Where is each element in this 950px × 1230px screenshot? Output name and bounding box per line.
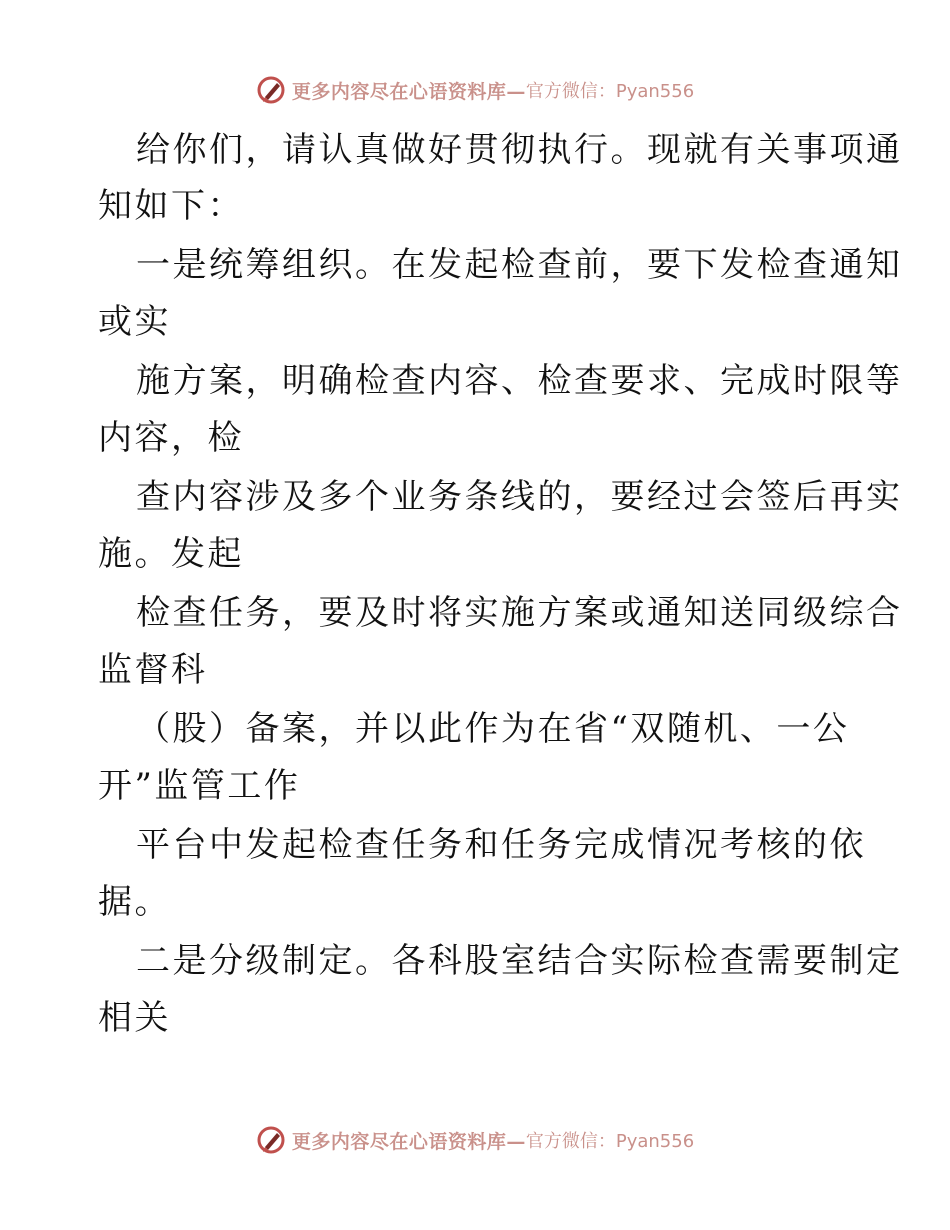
body-line: （股）备案，并以此作为在省“双随机、一公 [136, 709, 850, 749]
body-line: 或实 [98, 302, 171, 342]
body-line: 知如下： [98, 186, 244, 226]
body-line: 监督科 [98, 650, 208, 690]
body-line: 二是分级制定。各科股室结合实际检查需要制定 [136, 941, 903, 981]
pen-circle-logo-icon [256, 75, 286, 105]
header-banner-text: 更多内容尽在心语资料库— [291, 80, 526, 103]
header-wechat-text: 官方微信：Pyan556 [525, 81, 695, 102]
body-line: 平台中发起检查任务和任务完成情况考核的依 [136, 825, 866, 865]
body-line: 检查任务，要及时将实施方案或通知送同级综合 [136, 593, 903, 633]
body-line: 内容，检 [98, 418, 244, 458]
footer-banner [0, 1120, 950, 1160]
body-line: 查内容涉及多个业务条线的，要经过会签后再实 [136, 477, 903, 517]
footer-banner-text: 更多内容尽在心语资料库— [291, 1130, 526, 1153]
footer-wechat-text: 官方微信：Pyan556 [525, 1131, 695, 1152]
body-line: 一是统筹组织。在发起检查前，要下发检查通知 [136, 245, 903, 285]
body-line: 开”监管工作 [98, 766, 301, 806]
body-line: 施。发起 [98, 534, 244, 574]
body-line: 施方案，明确检查内容、检查要求、完成时限等 [136, 361, 903, 401]
pen-circle-logo-icon [256, 1125, 286, 1155]
body-line: 给你们，请认真做好贯彻执行。现就有关事项通 [136, 130, 903, 170]
body-line: 据。 [98, 882, 171, 922]
header-banner [0, 70, 950, 110]
body-line: 相关 [98, 998, 171, 1038]
